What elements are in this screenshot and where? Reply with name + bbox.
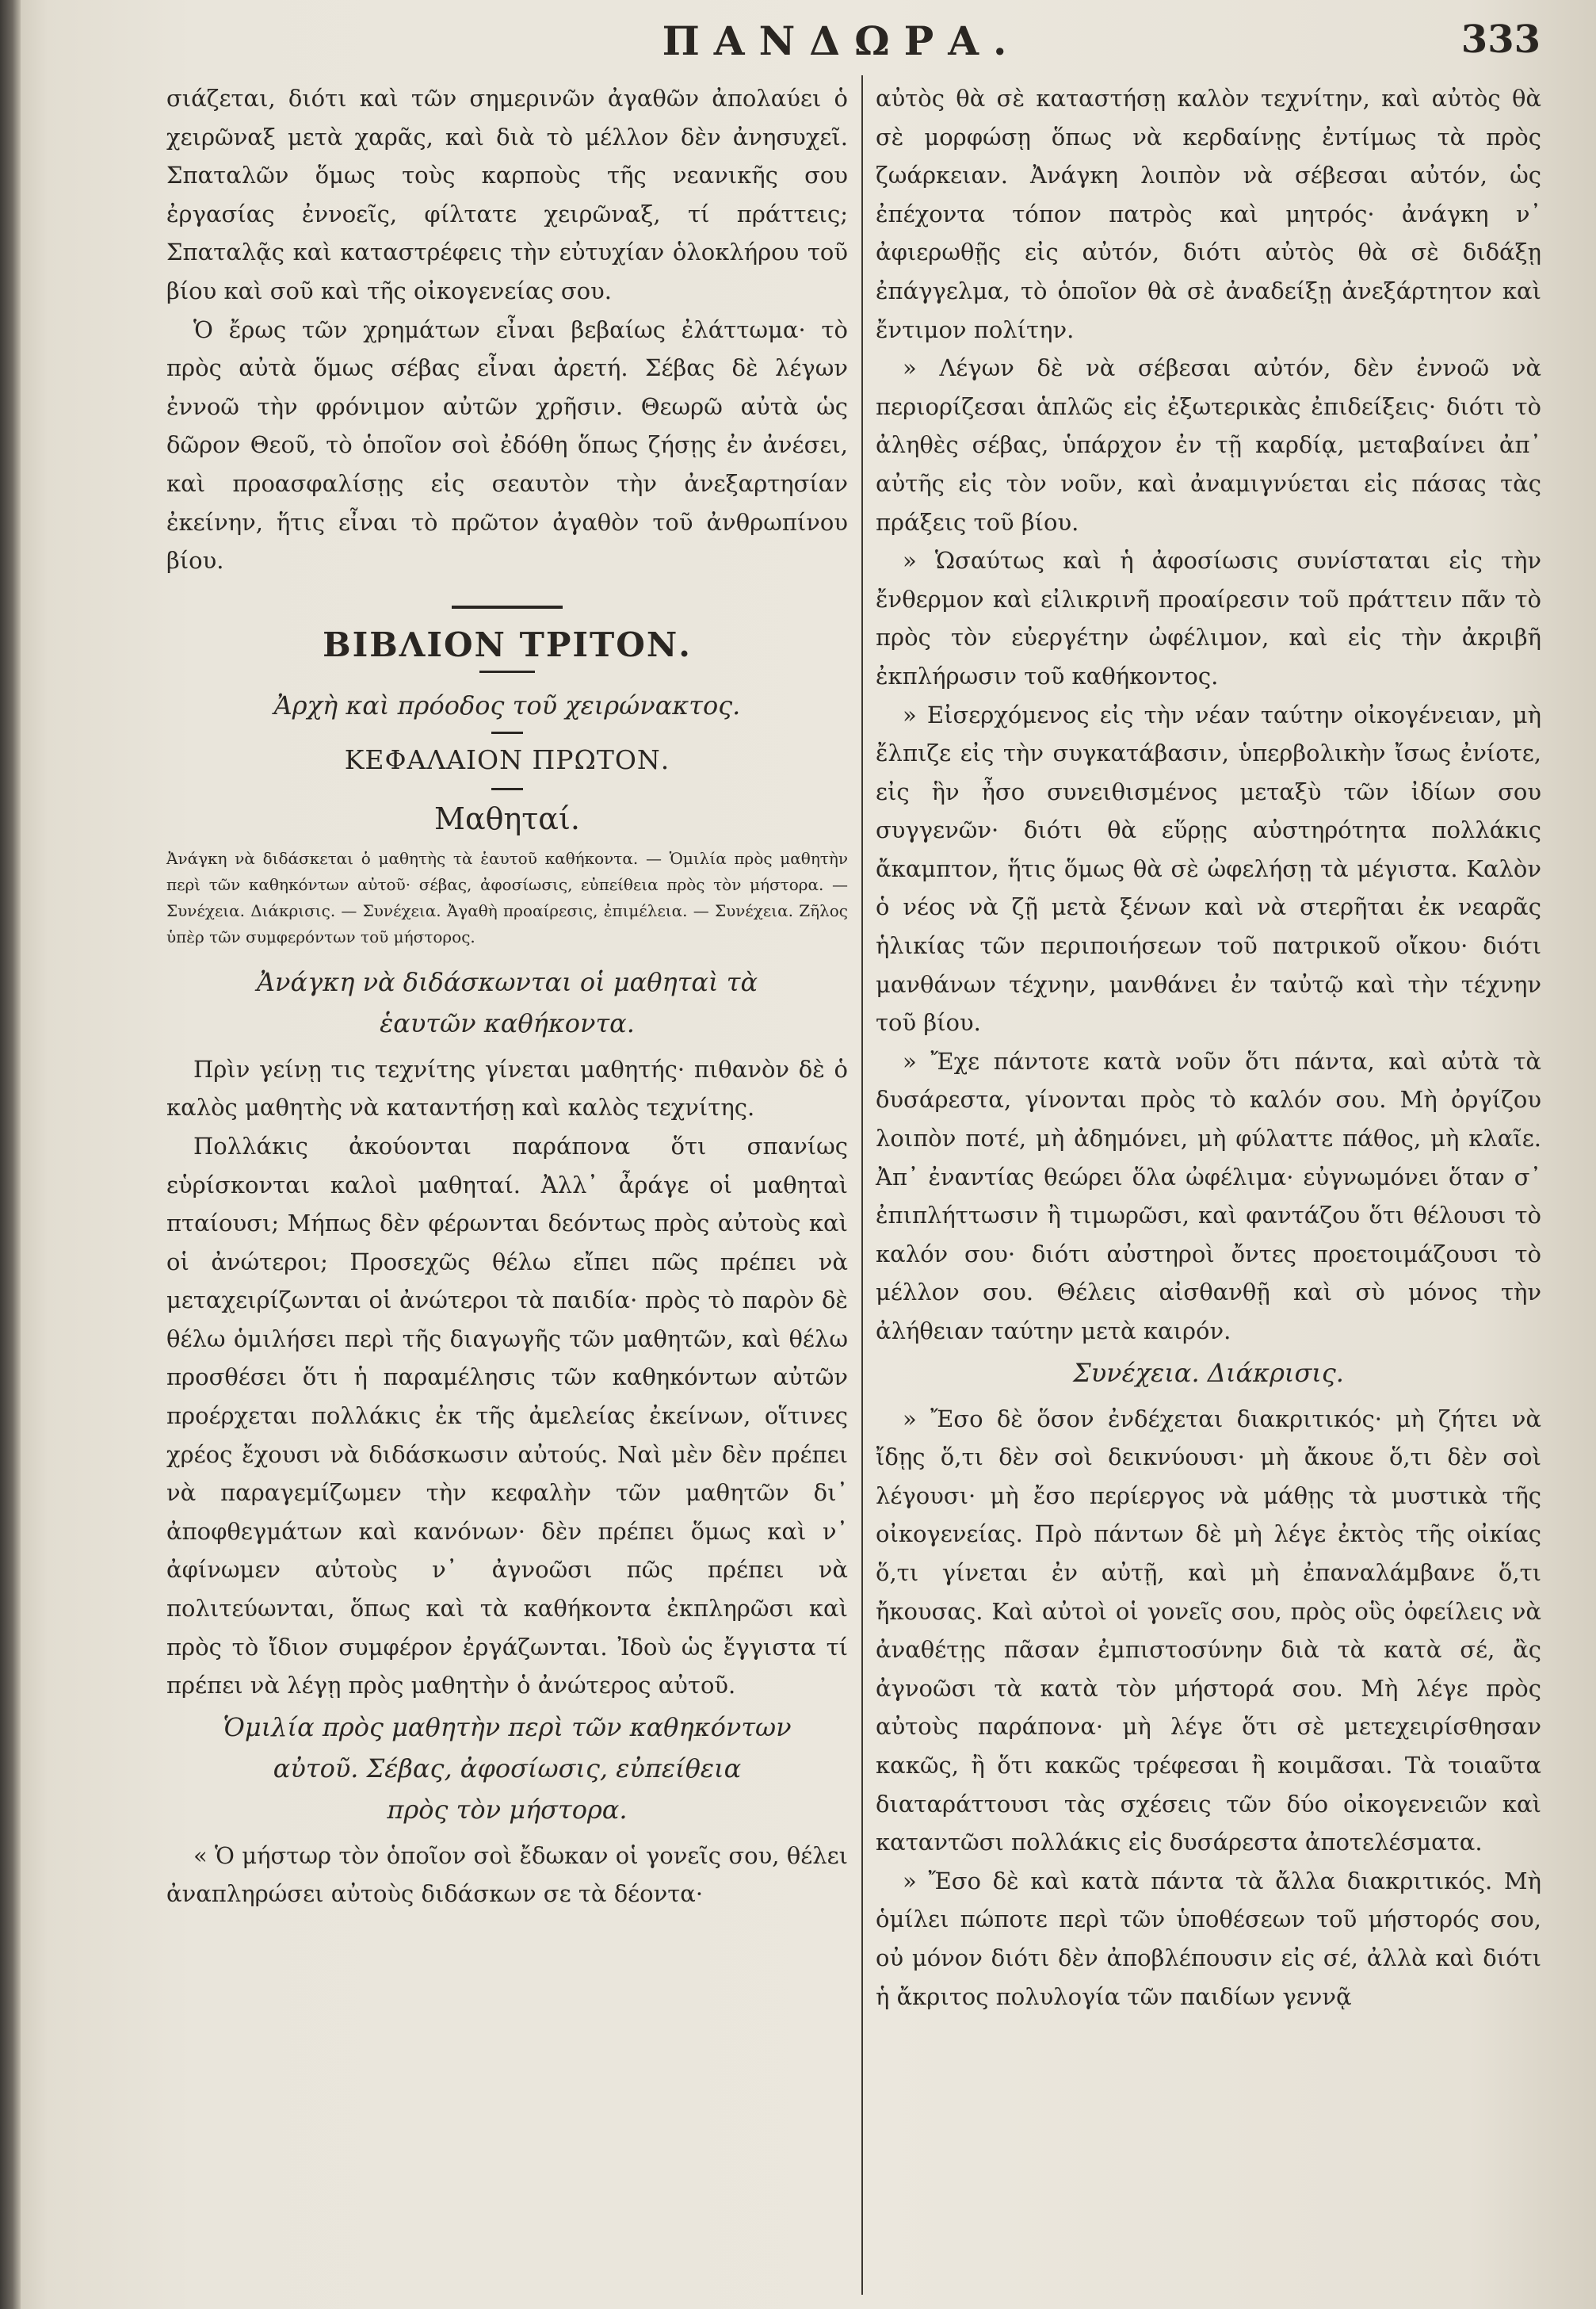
right-column: [876, 79, 1541, 2016]
chapter-subtitle: Μαθηταί.: [434, 801, 580, 836]
paragraph: Πρὶν γείνῃ τις τεχνίτης γίνεται μαθητής· πιθανὸν δὲ ὁ καλὸς μαθητὴς νὰ καταντήσῃ καὶ καλὸς τεχνίτης.: [166, 1055, 848, 1122]
section-heading: [166, 961, 848, 1044]
paragraph: » Λέγων δὲ νὰ σέβεσαι αὐτόν, δὲν ἐννοῶ νὰ περιορίζεσαι ἁπλῶς εἰς ἐξωτερικὰς ἐπιδείξεις· διότι τὸ ἀληθὲς σέβας, ὑπάρχον ἐν τῇ καρδίᾳ, μεταβαίνει ἀπ᾽ αὐτῆς εἰς τὸν νοῦν, καὶ ἀναμιγνύεται εἰς πάσας τὰς πράξεις τοῦ βίου.: [876, 354, 1541, 536]
running-title: ΠΑΝΔΩΡΑ.: [662, 17, 1021, 64]
paragraph: » Ὡσαύτως καὶ ἡ ἀφοσίωσις συνίσταται εἰς τὴν ἔνθερμον καὶ εἰλικρινῆ προαίρεσιν τοῦ πράττειν πᾶν τὸ πρὸς τὸν εὐεργέτην ὠφέλιμον, καὶ εἰς τὴν ἀκριβῆ ἐκπλήρωσιν τοῦ καθήκοντος.: [876, 547, 1541, 690]
book-subtitle: Ἀρχὴ καὶ πρόοδος τοῦ χειρώνακτος.: [273, 690, 741, 721]
page-number: 333: [1460, 17, 1541, 62]
paragraph: « Ὁ μήστωρ τὸν ὁποῖον σοὶ ἔδωκαν οἱ γονεῖς σου, θέλει ἀναπληρώσει αὐτοὺς διδάσκων σε τὰ δέοντα·: [166, 1841, 848, 1908]
paragraph: Ὁ ἔρως τῶν χρημάτων εἶναι βεβαίως ἐλάττωμα· τὸ πρὸς αὐτὰ ὅμως σέβας εἶναι ἀρετή. Σέβας δὲ λέγων ἐννοῶ τὴν φρόνιμον αὐτῶν χρῆσιν. Θεωρῶ αὐτὰ ὡς δῶρον Θεοῦ, τὸ ὁποῖον σοὶ ἐδόθη ὅπως ζήσῃς ἐν ἀνέσει, καὶ προασφαλίσῃς εἰς σεαυτὸν τὴν ἀνεξαρτησίαν ἐκείνην, ἥτις εἶναι τὸ πρῶτον ἀγαθὸν τοῦ ἀνθρωπίνου βίου.: [166, 315, 848, 575]
page-header: [119, 17, 1564, 73]
paragraph: » Ἔσο δὲ ὅσον ἐνδέχεται διακριτικός· μὴ ζήτει νὰ ἴδῃς ὅ,τι δὲν σοὶ δεικνύουσι· μὴ ἄκουε ὅ,τι δὲν σοὶ λέγουσι· μὴ ἔσο περίεργος νὰ μάθῃς τὰ μυστικὰ τῆς οἰκογενείας. Πρὸ πάντων δὲ μὴ λέγε ἐκτὸς τῆς οἰκίας ὅ,τι γίνεται ἐν αὐτῇ, καὶ μὴ ἐπαναλάμβανε ὅ,τι ἤκουσας. Καὶ αὐτοὶ οἱ γονεῖς σου, πρὸς οὓς ὀφείλεις νὰ ἀναθέτῃς πᾶσαν ἐμπιστοσύνην διὰ τὰ κατὰ σέ, ἂς ἀγνοῶσι τὰ κατὰ τὸν μήστορά σου. Μὴ λέγε πρὸς αὐτοὺς παράπονα· μὴ λέγε ὅτι σὲ μετεχειρίσθησαν κακῶς, ἢ ὅτι κακῶς τρέφεσαι ἢ κοιμᾶσαι. Τὰ τοιαῦτα διαταράττουσι τὰς σχέσεις τῶν δύο οἰκογενειῶν καὶ καταντῶσι πολλάκις εἰς δυσάρεστα ἀποτελέσματα.: [876, 1405, 1541, 1856]
paragraph: » Εἰσερχόμενος εἰς τὴν νέαν ταύτην οἰκογένειαν, μὴ ἔλπιζε εἰς τὴν συγκατάβασιν, ὑπερβολικὴν ἴσως ἐνίοτε, εἰς ἣν ἦσο συνειθισμένος μεταξὺ τῶν ἰδίων σου συγγενῶν· διότι θὰ εὕρῃς αὐστηρότητα πολλάκις ἄκαμπτον, ἥτις ὅμως θὰ σὲ ὠφελήσῃ τὰ μέγιστα. Καλὸν ὁ νέος νὰ ζῇ μετὰ ξένων καὶ νὰ στερῆται ἐκ νεαρᾶς ἡλικίας τῶν περιποιήσεων τοῦ πατρικοῦ οἴκου· διότι μανθάνων τέχνην, μανθάνει ἐν ταὐτῷ καὶ τὴν τέχνην τοῦ βίου.: [876, 701, 1541, 1037]
section-heading-line: Ὁμιλία πρὸς μαθητὴν περὶ τῶν καθηκόντων: [223, 1711, 792, 1742]
paragraph: » Ἔχε πάντοτε κατὰ νοῦν ὅτι πάντα, καὶ αὐτὰ τὰ δυσάρεστα, γίνονται πρὸς τὸ καλόν σου. Μὴ ὀργίζου λοιπὸν ποτέ, μὴ ἀδημόνει, μὴ φύλαττε πάθος, μὴ κλαῖε. Ἀπ᾽ ἐναντίας θεώρει ὅλα ὠφέλιμα· εὐγνωμόνει ὅταν σ᾽ ἐπιπλήττωσιν ἢ τιμωρῶσι, καὶ φαντάζου ὅτι θέλουσι τὸ καλόν σου· διότι αὐστηροὶ ὄντες προετοιμάζουσι τὸ μέλλον σου. Θέλεις αἰσθανθῇ καὶ σὺ μόνος τὴν ἀλήθειαν ταύτην μετὰ καιρόν.: [876, 1047, 1541, 1344]
paragraph: σιάζεται, διότι καὶ τῶν σημερινῶν ἀγαθῶν ἀπολαύει ὁ χειρῶναξ μετὰ χαρᾶς, καὶ διὰ τὸ μέλλον δὲν ἀνησυχεῖ. Σπαταλῶν ὅμως τοὺς καρποὺς τῆς νεανικῆς σου ἐργασίας ἐννοεῖς, φίλτατε χειρῶναξ, τί πράττεις; Σπαταλᾷς καὶ καταστρέφεις τὴν εὐτυχίαν ὁλοκλήρου τοῦ βίου καὶ σοῦ καὶ τῆς οἰκογενείας σου.: [166, 85, 848, 304]
paragraph: Πολλάκις ἀκούονται παράπονα ὅτι σπανίως εὑρίσκονται καλοὶ μαθηταί. Ἀλλ᾽ ἆράγε οἱ μαθηταὶ πταίουσι; Μήπως δὲν φέρωνται δεόντως πρὸς αὐτοὺς καὶ οἱ ἀνώτεροι; Προσεχῶς θέλω εἴπει πῶς πρέπει νὰ μεταχειρίζωνται οἱ ἀνώτεροι τὰ παιδία· πρὸς τὸ παρὸν δὲ θέλω ὁμιλήσει περὶ τῆς διαγωγῆς τῶν μαθητῶν, καὶ θέλω προσθέσει ὅτι ἡ παραμέλησις τῶν καθηκόντων αὐτῶν προέρχεται πολλάκις ἐκ τῆς ἀμελείας ἐκείνων, οἵτινες χρέος ἔχουσι νὰ διδάσκωσιν αὐτούς. Ναὶ μὲν δὲν πρέπει νὰ παραγεμίζωμεν τὴν κεφαλὴν τῶν μαθητῶν δι᾽ ἀποφθεγμάτων καὶ κανόνων· δὲν πρέπει ὅμως καὶ ν᾽ ἀφίνωμεν αὐτοὺς ν᾽ ἀγνοῶσι πῶς πρέπει νὰ πολιτεύωνται, ὅπως καὶ τὰ καθήκοντα ἐκπληρῶσι καὶ πρὸς τὸ ἴδιον συμφέρον ἐργάζωνται. Ἰδοὺ ὡς ἔγγιστα τί πρέπει νὰ λέγῃ πρὸς μαθητὴν ὁ ἀνώτερος αὐτοῦ.: [166, 1132, 848, 1699]
chapter-title: ΚΕΦΑΛΑΙΟΝ ΠΡΩΤΟΝ.: [344, 744, 670, 775]
paragraph: αὐτὸς θὰ σὲ καταστήσῃ καλὸν τεχνίτην, καὶ αὐτὸς θὰ σὲ μορφώσῃ ὅπως νὰ κερδαίνῃς ἐντίμως τὰ πρὸς ζωάρκειαν. Ἀνάγκη λοιπὸν νὰ σέβεσαι αὐτόν, ὡς ἐπέχοντα τόπον πατρὸς καὶ μητρός· ἀνάγκη ν᾽ ἀφιερωθῇς εἰς αὐτόν, διότι αὐτὸς θὰ σὲ διδάξῃ ἐπάγγελμα, τὸ ὁποῖον θὰ σὲ ἀναδείξῃ ἀνεξάρτητον καὶ ἔντιμον πολίτην.: [876, 85, 1541, 343]
book-binding-edge: [0, 0, 21, 2309]
separator-rule: [491, 732, 523, 734]
section-heading: [166, 1707, 848, 1830]
section-heading-line: αὐτοῦ. Σέβας, ἀφοσίωσις, εὐπείθεια: [273, 1753, 742, 1783]
separator-rule: [452, 606, 563, 609]
section-heading-line: Ἀνάγκη νὰ διδάσκωνται οἱ μαθηταὶ τὰ: [256, 966, 758, 997]
section-heading: Συνέχεια. Διάκρισις.: [1073, 1357, 1344, 1388]
left-column: [166, 79, 848, 1913]
book-title: ΒΙΒΛΙΟΝ ΤΡΙΤΟΝ.: [323, 625, 692, 664]
section-heading-line: πρὸς τὸν μήστορα.: [387, 1794, 628, 1825]
separator-rule: [479, 671, 535, 673]
section-heading-line: ἑαυτῶν καθήκοντα.: [380, 1007, 635, 1038]
separator-rule: [491, 788, 523, 790]
chapter-summary: Ἀνάγκη νὰ διδάσκεται ὁ μαθητὴς τὰ ἑαυτοῦ καθήκοντα. — Ὁμιλία πρὸς μαθητὴν περὶ τῶν καθηκόντων αὐτοῦ· σέβας, ἀφοσίωσις, εὐπείθεια πρὸς τὸν μήστορα. — Συνέχεια. Διάκρισις. — Συνέχεια. Ἀγαθὴ προαίρεσις, ἐπιμέλεια. — Συνέχεια. Ζῆλος ὑπὲρ τῶν συμφερόντων τοῦ μήστορος.: [166, 848, 848, 946]
column-divider: [861, 75, 863, 2295]
paragraph: » Ἔσο δὲ καὶ κατὰ πάντα τὰ ἄλλα διακριτικός. Μὴ ὁμίλει πώποτε περὶ τῶν ὑποθέσεων τοῦ μήστορός σου, οὐ μόνον διότι δὲν ἀποβλέπουσιν εἰς σέ, ἀλλὰ καὶ διότι ἡ ἄκριτος πολυλογία τῶν παιδίων γεννᾷ: [876, 1867, 1541, 2010]
